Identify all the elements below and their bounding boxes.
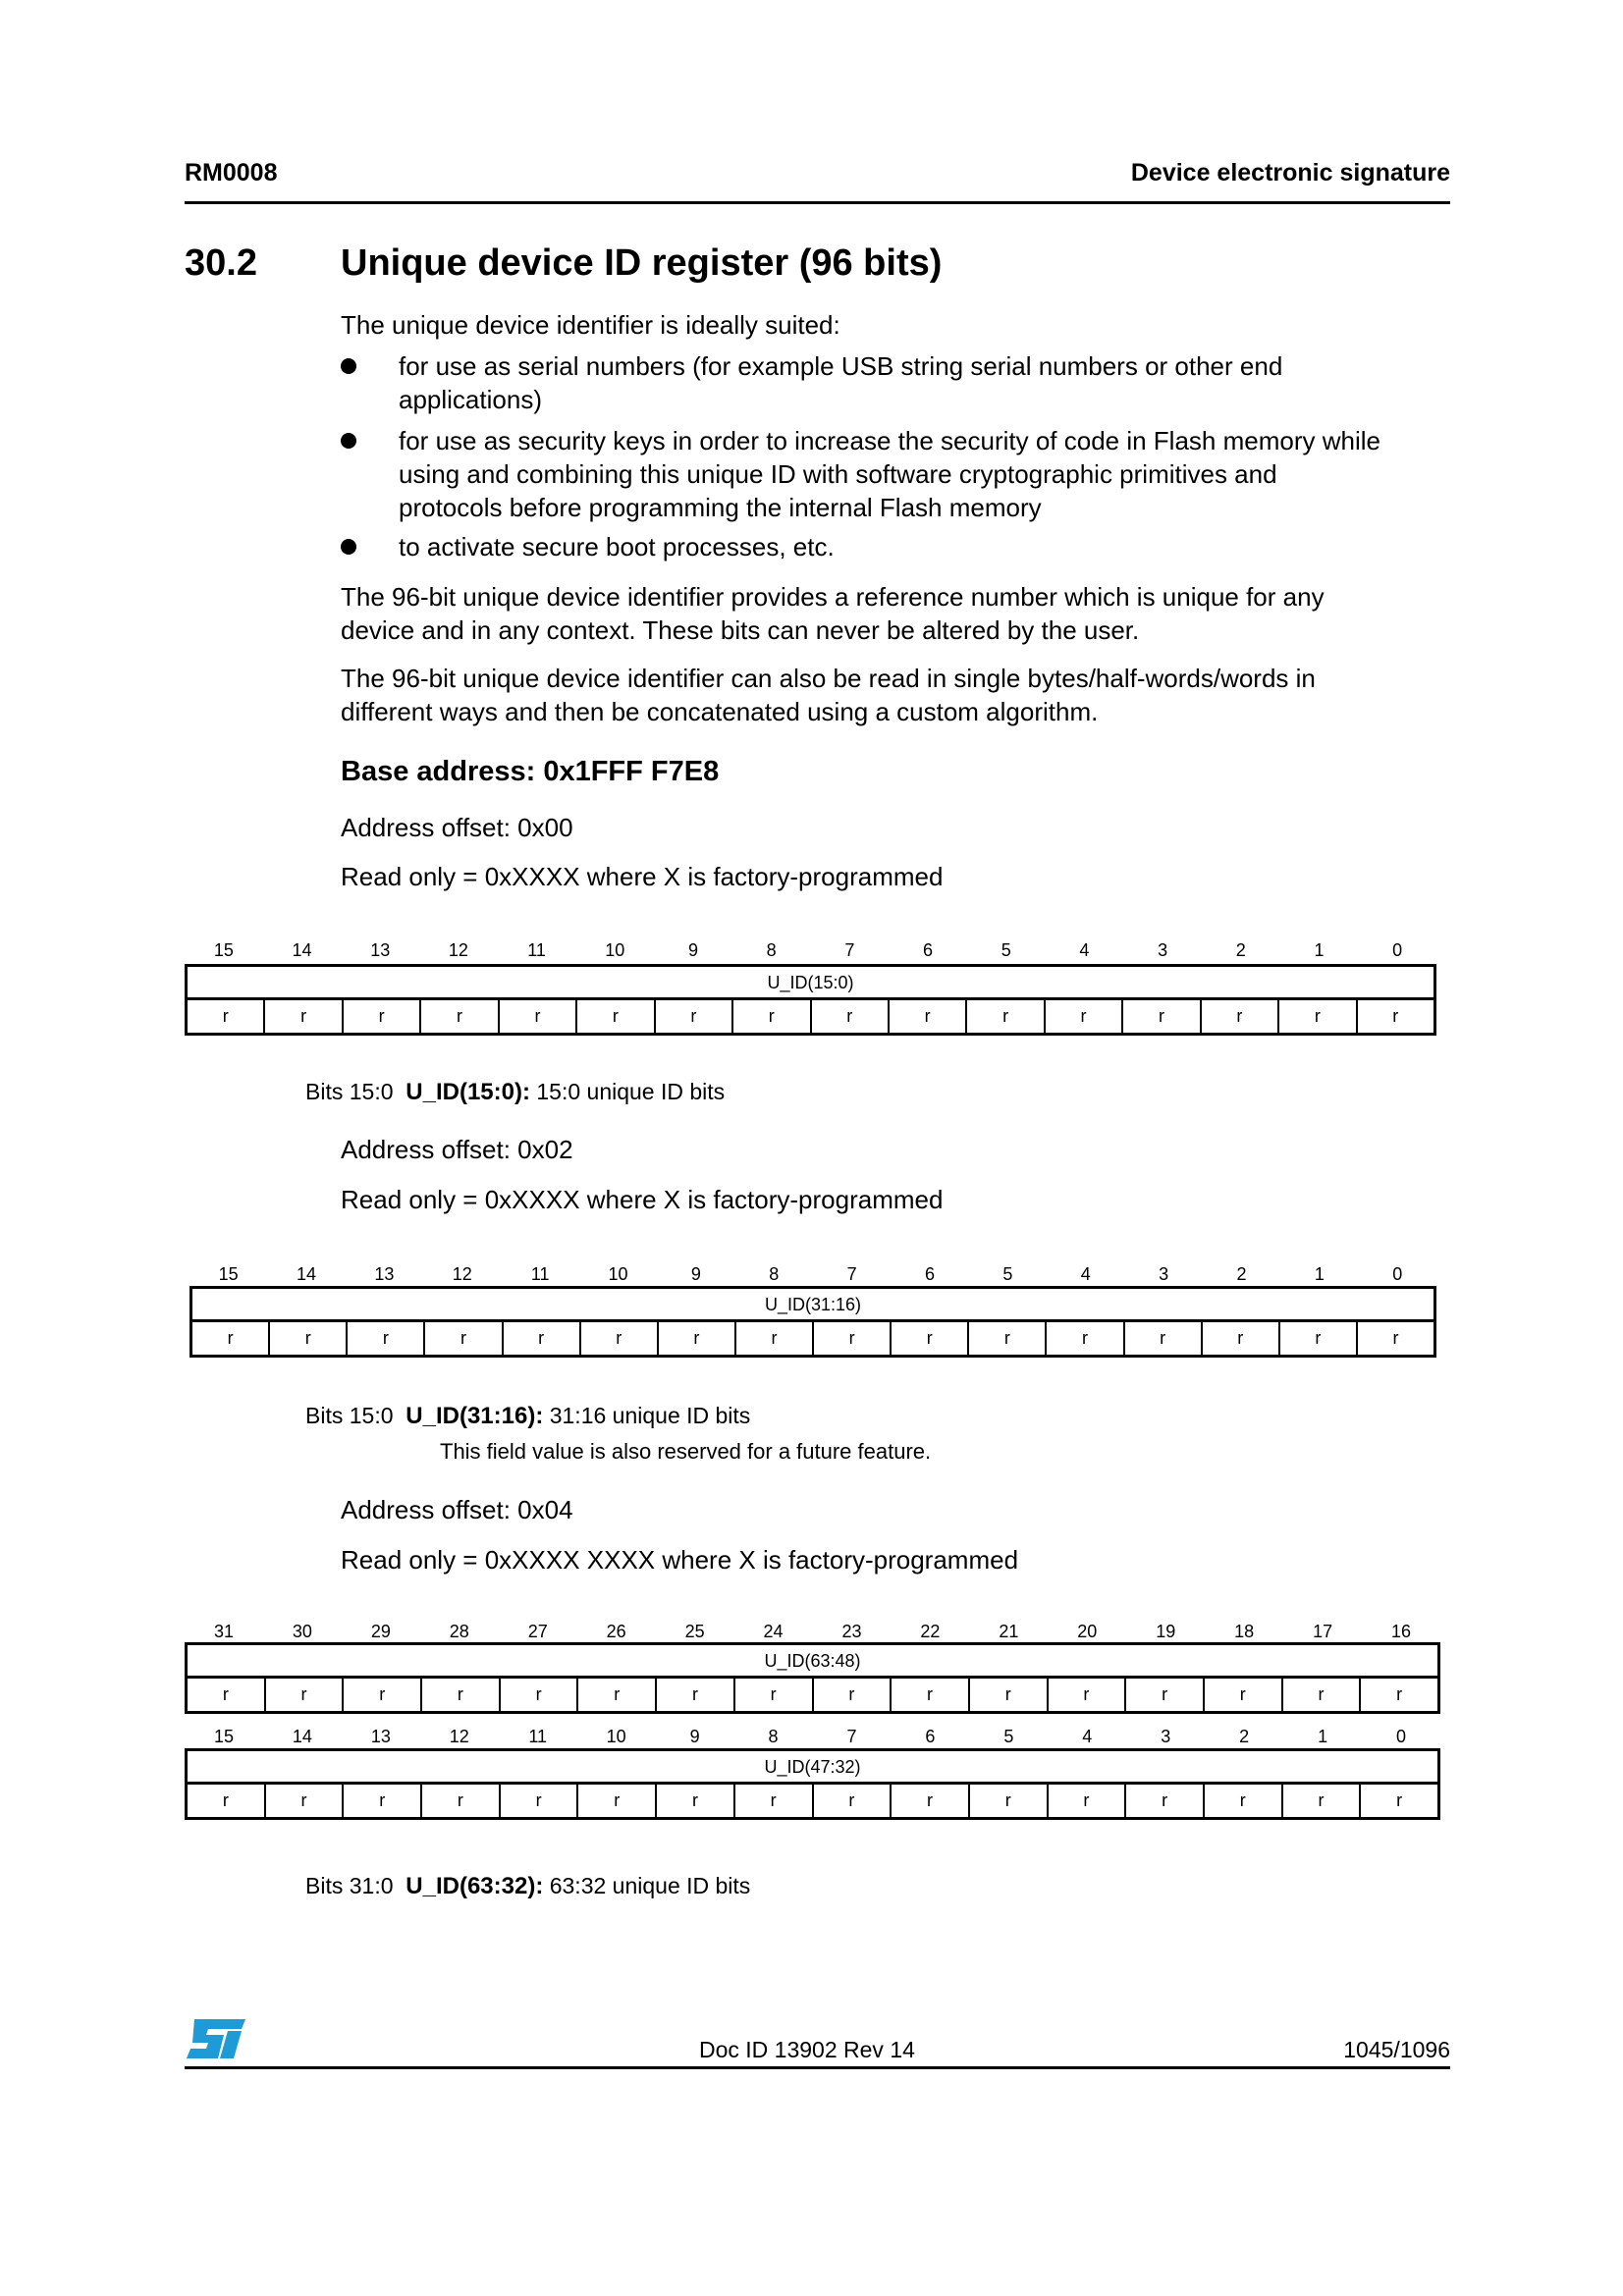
st-logo-icon (185, 2017, 247, 2060)
bit-number: 5 (1001, 940, 1011, 960)
access-cell: r (1277, 1000, 1355, 1033)
address-offset: Address offset: 0x00 (341, 813, 573, 842)
access-cell: r (890, 1785, 968, 1817)
access-cell: r (965, 1000, 1043, 1033)
read-only-note: Read only = 0xXXXX where X is factory-programmed (341, 1185, 944, 1214)
section-title: Unique device ID register (96 bits) (341, 242, 943, 284)
bit-number: 29 (370, 1622, 391, 1641)
access-cell: r (502, 1322, 579, 1355)
bit-number: 9 (690, 1264, 701, 1284)
access-cell: r (263, 1000, 341, 1033)
access-cell: r (1047, 1785, 1125, 1817)
access-cell: r (1121, 1000, 1199, 1033)
address-offset: Address offset: 0x04 (341, 1495, 573, 1524)
access-row (188, 1679, 1437, 1711)
access-cell: r (812, 1785, 891, 1817)
bit-number: 14 (292, 1727, 312, 1746)
access-cell: r (499, 1679, 577, 1711)
access-cell: r (968, 1679, 1047, 1711)
bit-number: 30 (292, 1622, 312, 1641)
paragraph-line: device and in any context. These bits can never be altered by the user. (341, 615, 1140, 645)
bit-number: 4 (1079, 940, 1090, 960)
access-cell: r (812, 1322, 890, 1355)
bit-number: 10 (606, 1727, 626, 1746)
bit-number: 2 (1235, 940, 1246, 960)
paragraph (341, 580, 1450, 647)
access-cell: r (1047, 1679, 1125, 1711)
header-rule (185, 201, 1450, 204)
access-cell: r (968, 1785, 1047, 1817)
bit-number: 6 (923, 940, 934, 960)
bullet-line: to activate secure boot processes, etc. (399, 532, 835, 561)
address-offset: Address offset: 0x02 (341, 1135, 573, 1164)
bullet-icon (341, 433, 356, 449)
access-cell: r (655, 1679, 733, 1711)
bullet-line: for use as security keys in order to increase the security of code in Flash memory while (399, 426, 1380, 455)
access-cell: r (1124, 1785, 1203, 1817)
access-cell: r (222, 1006, 229, 1026)
bit-number: 5 (1003, 1727, 1014, 1746)
access-cell: r (1359, 1679, 1437, 1711)
bit-number: 17 (1313, 1622, 1333, 1641)
bit-number: 12 (452, 1264, 472, 1284)
access-cell: r (888, 1000, 965, 1033)
read-only-note: Read only = 0xXXXX where X is factory-programmed (341, 862, 944, 891)
bit-number: 13 (370, 940, 391, 960)
access-cell: r (264, 1785, 343, 1817)
access-cell: r (579, 1322, 657, 1355)
bit-number: 21 (999, 1622, 1019, 1641)
access-cell: r (1201, 1322, 1278, 1355)
access-cell: r (575, 1000, 653, 1033)
access-cell: r (731, 1000, 809, 1033)
access-cell: r (420, 1679, 499, 1711)
access-row (188, 1785, 1437, 1817)
bit-number: 14 (297, 1264, 317, 1284)
bit-number: 25 (684, 1622, 705, 1641)
access-cell: r (967, 1322, 1045, 1355)
paragraph-line: different ways and then be concatenated using a custom algorithm. (341, 697, 1099, 726)
access-cell: r (654, 1000, 731, 1033)
bit-number: 4 (1082, 1727, 1093, 1746)
bits-text: 31:16 unique ID bits (549, 1403, 751, 1428)
register-table-uid-15-0 (185, 940, 1436, 1039)
access-cell: r (890, 1679, 968, 1711)
access-cell: r (1124, 1679, 1203, 1711)
bit-number: 14 (292, 940, 312, 960)
paragraph (341, 662, 1450, 728)
access-cell: r (810, 1000, 888, 1033)
bit-number: 16 (1391, 1622, 1412, 1641)
paragraph-line: The 96-bit unique device identifier can also be read in single bytes/half-words/words in (341, 664, 1316, 693)
access-cell: r (890, 1322, 967, 1355)
bit-number-row (185, 1622, 1440, 1642)
access-cell: r (1281, 1679, 1360, 1711)
bits-field: U_ID(15:0): (406, 1079, 530, 1105)
access-cell: r (346, 1322, 423, 1355)
bit-number: 4 (1080, 1264, 1091, 1284)
footer-doc-id: Doc ID 13902 Rev 14 (699, 2037, 915, 2062)
bit-number: 22 (920, 1622, 941, 1641)
bit-number: 31 (213, 1622, 234, 1641)
bit-number: 1 (1318, 1727, 1328, 1746)
bullet-item (341, 349, 1450, 416)
bit-number: 6 (925, 1727, 936, 1746)
access-cell: r (342, 1679, 420, 1711)
bullet-line: using and combining this unique ID with software cryptographic primitives and (399, 459, 1277, 489)
bits-field: U_ID(31:16): (406, 1403, 544, 1429)
access-cell: r (1123, 1322, 1201, 1355)
access-cell: r (419, 1000, 497, 1033)
register-table-uid-31-16 (189, 1264, 1436, 1362)
bit-number: 3 (1161, 1727, 1171, 1746)
bit-number: 7 (844, 940, 855, 960)
bit-number: 0 (1396, 1727, 1407, 1746)
field-name: U_ID(47:32) (188, 1751, 1437, 1785)
bits-range: Bits 31:0 (305, 1873, 394, 1898)
section-number: 30.2 (185, 242, 257, 284)
access-cell: r (423, 1322, 501, 1355)
access-cell: r (498, 1000, 575, 1033)
header-chapter-title: Device electronic signature (1130, 159, 1450, 187)
access-cell: r (1356, 1322, 1434, 1355)
register-box (185, 964, 1436, 1036)
access-row (192, 1322, 1434, 1355)
bullet-icon (341, 358, 356, 374)
bullet-icon (341, 539, 356, 555)
access-cell: r (657, 1322, 734, 1355)
bit-number: 1 (1314, 940, 1325, 960)
base-address-heading: Base address: 0x1FFF F7E8 (341, 756, 720, 787)
bullet-line: for use as serial numbers (for example USB string serial numbers or other end (399, 351, 1283, 381)
bit-number: 13 (374, 1264, 395, 1284)
bit-number: 15 (213, 1727, 234, 1746)
bit-number: 27 (527, 1622, 548, 1641)
bullet-item (341, 424, 1450, 524)
bits-text: 15:0 unique ID bits (536, 1079, 726, 1104)
bit-number: 19 (1156, 1622, 1176, 1641)
access-cell: r (264, 1679, 343, 1711)
access-cell: r (733, 1785, 812, 1817)
footer-rule (185, 2066, 1450, 2069)
access-cell: r (1044, 1000, 1121, 1033)
access-cell: r (342, 1785, 420, 1817)
access-cell: r (227, 1328, 234, 1348)
bit-number: 18 (1234, 1622, 1255, 1641)
bullet-item (341, 530, 1450, 563)
bits-field: U_ID(63:32): (406, 1873, 544, 1899)
bit-number: 9 (687, 940, 698, 960)
intro-text: The unique device identifier is ideally suited: (341, 310, 840, 340)
bit-number: 3 (1158, 940, 1168, 960)
access-cell: r (1278, 1322, 1356, 1355)
access-cell: r (655, 1785, 733, 1817)
bit-number: 5 (1002, 1264, 1013, 1284)
bit-number: 11 (528, 1727, 548, 1746)
access-cell: r (576, 1679, 655, 1711)
bits-range: Bits 15:0 (305, 1079, 394, 1104)
register-box (189, 1286, 1436, 1358)
paragraph-line: The 96-bit unique device identifier provides a reference number which is unique for any (341, 582, 1325, 612)
bits-description (305, 1403, 750, 1430)
bit-number: 2 (1236, 1264, 1247, 1284)
bit-number: 7 (846, 1264, 857, 1284)
bit-number: 8 (766, 940, 777, 960)
field-name: U_ID(63:48) (188, 1645, 1437, 1679)
register-table-uid-63-32 (185, 1622, 1440, 1826)
bit-number: 15 (218, 1264, 239, 1284)
bit-number: 7 (846, 1727, 857, 1746)
bit-number-row (189, 1264, 1436, 1285)
bit-number: 20 (1077, 1622, 1098, 1641)
bit-number-row (185, 1727, 1440, 1747)
access-row (188, 1000, 1434, 1033)
access-cell: r (1045, 1322, 1122, 1355)
bit-number: 23 (841, 1622, 862, 1641)
bit-number: 8 (769, 1264, 780, 1284)
bit-number: 12 (448, 940, 468, 960)
access-cell: r (342, 1000, 419, 1033)
bits-description (305, 1079, 725, 1106)
bits-text: 63:32 unique ID bits (549, 1873, 751, 1898)
bit-number: 0 (1392, 940, 1403, 960)
register-box (185, 1748, 1440, 1820)
bit-number: 24 (763, 1622, 784, 1641)
access-cell: r (1203, 1679, 1281, 1711)
bit-number: 8 (768, 1727, 779, 1746)
access-cell: r (734, 1322, 812, 1355)
field-name: U_ID(15:0) (188, 967, 1434, 1000)
bit-number-row (185, 940, 1436, 961)
header-doc-code: RM0008 (185, 159, 278, 187)
read-only-note: Read only = 0xXXXX XXXX where X is factory-programmed (341, 1545, 1019, 1575)
bit-number: 15 (213, 940, 234, 960)
field-name: U_ID(31:16) (192, 1289, 1434, 1322)
access-cell: r (1356, 1000, 1434, 1033)
bits-description (305, 1873, 750, 1900)
bullet-line: protocols before programming the internal Flash memory (399, 493, 1042, 522)
bit-number: 3 (1159, 1264, 1169, 1284)
bit-number: 2 (1239, 1727, 1250, 1746)
bits-range: Bits 15:0 (305, 1403, 394, 1428)
access-cell: r (733, 1679, 812, 1711)
bit-number: 9 (689, 1727, 700, 1746)
access-cell: r (222, 1684, 229, 1704)
bit-number: 6 (925, 1264, 936, 1284)
access-cell: r (268, 1322, 346, 1355)
access-cell: r (1203, 1785, 1281, 1817)
bullet-line: applications) (399, 385, 542, 414)
access-cell: r (499, 1785, 577, 1817)
bit-number: 26 (606, 1622, 626, 1641)
access-cell: r (222, 1790, 229, 1810)
bit-number: 11 (530, 1264, 550, 1284)
bit-number: 0 (1392, 1264, 1403, 1284)
access-cell: r (1359, 1785, 1437, 1817)
bit-number: 1 (1314, 1264, 1325, 1284)
bits-note: This field value is also reserved for a future feature. (440, 1439, 932, 1464)
bit-number: 12 (449, 1727, 469, 1746)
bit-number: 10 (605, 940, 625, 960)
bit-number: 13 (370, 1727, 391, 1746)
register-box (185, 1642, 1440, 1714)
access-cell: r (420, 1785, 499, 1817)
bit-number: 28 (449, 1622, 469, 1641)
access-cell: r (812, 1679, 891, 1711)
access-cell: r (1281, 1785, 1360, 1817)
footer-page-number: 1045/1096 (1343, 2037, 1450, 2062)
bit-number: 11 (527, 940, 546, 960)
access-cell: r (1200, 1000, 1277, 1033)
bit-number: 10 (608, 1264, 628, 1284)
access-cell: r (576, 1785, 655, 1817)
